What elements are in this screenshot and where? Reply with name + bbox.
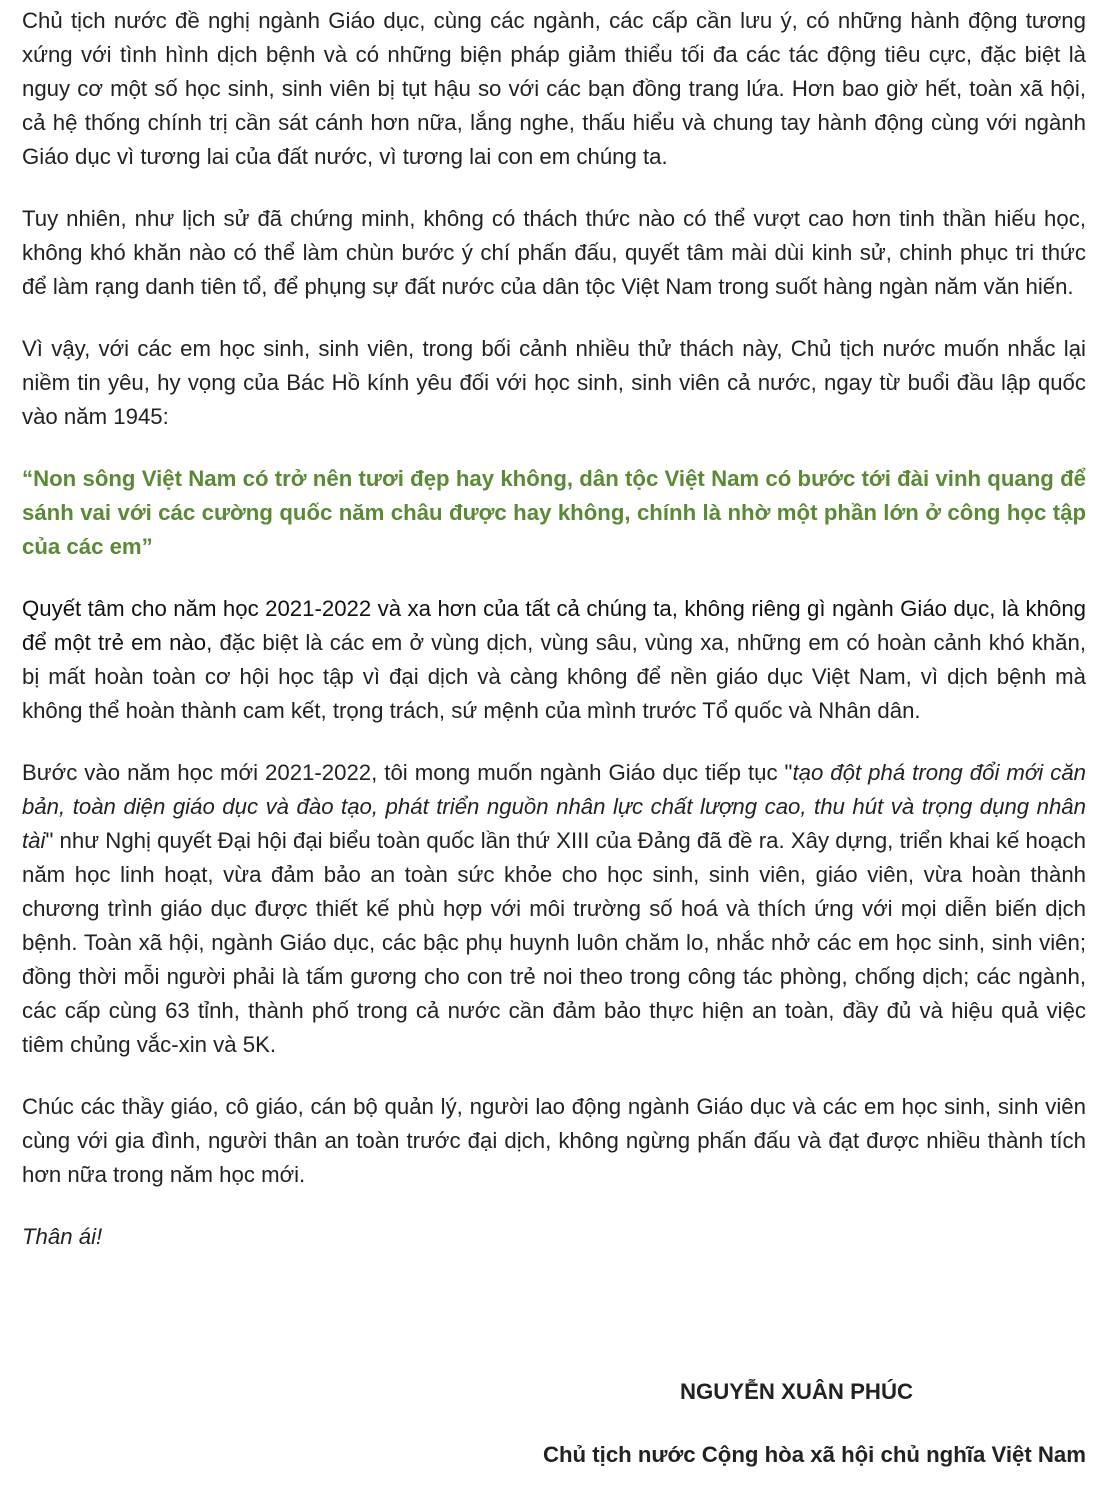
paragraph-2: Tuy nhiên, như lịch sử đã chứng minh, không có thách thức nào có thể vượt cao hơn tinh thần hiếu học, không khó khăn nào có thể làm chùn bước ý chí phấn đấu, quyết tâm mài dùi kinh sử, chinh phục tri thức để làm rạng danh tiên tổ, để phụng sự đất nước của dân tộc Việt Nam trong suốt hàng ngàn năm văn hiến. <box>22 206 1086 299</box>
paragraph-4-rest: đặc biệt là các em ở vùng dịch, vùng sâu, vùng xa, những em có hoàn cảnh khó khăn, bị mất hoàn toàn cơ hội học tập vì đại dịch và càng không để nền giáo dục Việt Nam, vì dịch bệnh mà không thể hoàn thành cam kết, trọng trách, sứ mệnh của mình trước Tổ quốc và Nhân dân. <box>22 630 1086 723</box>
paragraph-6: Chúc các thầy giáo, cô giáo, cán bộ quản lý, người lao động ngành Giáo dục và các em học sinh, sinh viên cùng với gia đình, người thân an toàn trước đại dịch, không ngừng phấn đấu và đạt được nhiều thành tích hơn nữa trong năm học mới. <box>22 1094 1086 1187</box>
paragraph-5-italic: tạo đột phá trong đổi mới căn bản, toàn diện giáo dục và đào tạo, phát triển nguồn nhân lực chất lượng cao, thu hút và trọng dụng nhân tài <box>22 760 1086 853</box>
paragraph-5-start: Bước vào năm học mới 2021-2022, tôi mong muốn ngành Giáo dục tiếp tục " <box>22 760 793 785</box>
signer-name: NGUYỄN XUÂN PHÚC <box>680 1379 913 1404</box>
paragraph-3: Vì vậy, với các em học sinh, sinh viên, trong bối cảnh nhiều thử thách này, Chủ tịch nước muốn nhắc lại niềm tin yêu, hy vọng của Bác Hồ kính yêu đối với học sinh, sinh viên cả nước, ngay từ buổi đầu lập quốc vào năm 1945: <box>22 336 1086 429</box>
paragraph-4 <box>22 592 1086 728</box>
article-body <box>22 4 1086 1254</box>
paragraph-5-end: " như Nghị quyết Đại hội đại biểu toàn quốc lần thứ XIII của Đảng đã đề ra. Xây dựng, triển khai kế hoạch năm học linh hoạt, vừa đảm bảo an toàn sức khỏe cho học sinh, sinh viên, giáo viên, vừa hoàn thành chương trình giáo dục được thiết kế phù hợp với môi trường số hoá và thích ứng với mọi diễn biến dịch bệnh. Toàn xã hội, ngành Giáo dục, các bậc phụ huynh luôn chăm lo, nhắc nhở các em học sinh, sinh viên; đồng thời mỗi người phải là tấm gương cho con trẻ noi theo trong công tác phòng, chống dịch; các ngành, các cấp cùng 63 tỉnh, thành phố trong cả nước cần đảm bảo thực hiện an toàn, đầy đủ và hiệu quả việc tiêm chủng vắc-xin và 5K. <box>22 828 1086 1057</box>
signer-title: Chủ tịch nước Cộng hòa xã hội chủ nghĩa Việt Nam <box>542 1442 1086 1467</box>
paragraph-4-lead: Quyết tâm cho năm học 2021-2022 và xa hơn của tất cả chúng ta, không riêng gì ngành Giáo dục, là không để một trẻ em nào, <box>22 596 1086 655</box>
paragraph-1: Chủ tịch nước đề nghị ngành Giáo dục, cùng các ngành, các cấp cần lưu ý, có những hành động tương xứng với tình hình dịch bệnh và có những biện pháp giảm thiểu tối đa các tác động tiêu cực, đặc biệt là nguy cơ một số học sinh, sinh viên bị tụt hậu so với các bạn đồng trang lứa. Hơn bao giờ hết, toàn xã hội, cả hệ thống chính trị cần sát cánh hơn nữa, lắng nghe, thấu hiểu và chung tay hành động cùng với ngành Giáo dục vì tương lai của đất nước, vì tương lai con em chúng ta. <box>22 8 1086 169</box>
ho-chi-minh-quote: “Non sông Việt Nam có trở nên tươi đẹp hay không, dân tộc Việt Nam có bước tới đài vinh quang để sánh vai với các cường quốc năm châu được hay không, chính là nhờ một phần lớn ở công học tập của các em” <box>22 466 1086 559</box>
paragraph-5 <box>22 756 1086 1062</box>
closing-greeting: Thân ái! <box>22 1224 103 1249</box>
